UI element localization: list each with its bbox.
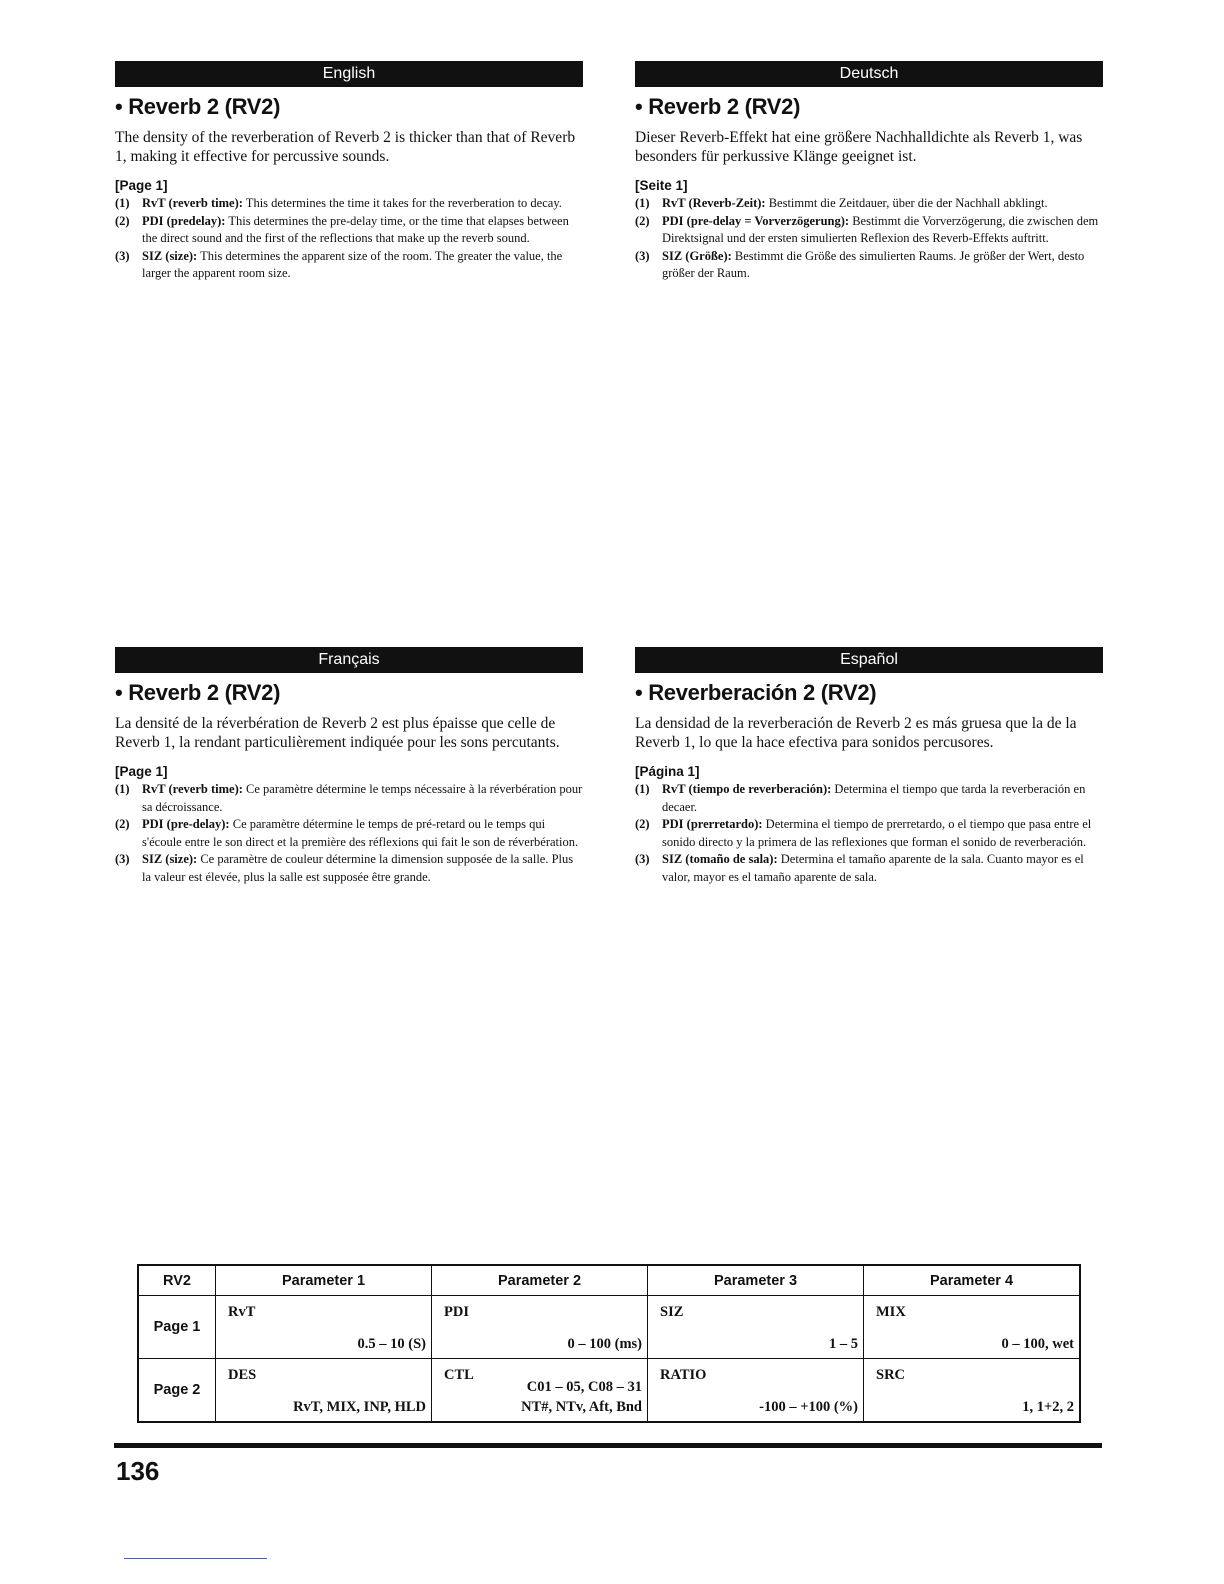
section-english (115, 61, 583, 283)
item-term: SIZ (size): (142, 248, 198, 263)
item-term: SIZ (tomaño de sala): (662, 852, 778, 866)
item-term: PDI (predelay): (142, 213, 226, 228)
table-row (138, 1296, 1080, 1359)
item-number: (3) (115, 248, 130, 263)
parameter-list (115, 781, 583, 886)
page-label: [Seite 1] (635, 178, 688, 193)
row-header: Page 1 (138, 1296, 216, 1359)
parameter-list (635, 781, 1103, 886)
column-header: Parameter 3 (648, 1265, 864, 1296)
item-text: Determina el tiempo de prerretardo, o el tiempo que pasa entre el sonido directo y la primera de las reflexiones que forman el sonido de reverberación. (662, 817, 1092, 849)
table-cell (864, 1359, 1081, 1423)
param-name: CTL (444, 1367, 474, 1383)
list-item (115, 213, 583, 248)
section-francais (115, 647, 583, 886)
param-range: 0.5 – 10 (S) (357, 1336, 426, 1352)
param-name: RvT (228, 1304, 256, 1320)
item-number: (3) (115, 852, 130, 866)
page-number: 136 (116, 1456, 160, 1486)
column-header: Parameter 2 (432, 1265, 648, 1296)
item-term: SIZ (Größe): (662, 248, 732, 263)
table-cell (216, 1359, 432, 1423)
item-number: (1) (635, 196, 650, 210)
table-row (138, 1359, 1080, 1423)
column-header: Parameter 1 (216, 1265, 432, 1296)
table-cell (432, 1359, 648, 1423)
item-number: (1) (115, 196, 130, 210)
item-text: This determines the time it takes for the reverberation to decay. (242, 196, 562, 210)
section-title: • Reverb 2 (RV2) (115, 94, 281, 119)
list-item (115, 851, 583, 886)
item-term: RvT (Reverb-Zeit): (662, 196, 766, 210)
list-item (635, 781, 1103, 816)
intro-text: Dieser Reverb-Effekt hat eine größere Nachhalldichte als Reverb 1, was besonders für perkussive Klänge geeignet ist. (635, 129, 1083, 165)
list-item (635, 213, 1103, 248)
item-text: Determina el tiempo que tarda la reverberación en decaer. (662, 782, 1086, 814)
section-deutsch (635, 61, 1103, 283)
list-item (635, 195, 1103, 213)
item-text: Ce paramètre de couleur détermine la dimension supposée de la salle. Plus la valeur est élevée, plus la salle est supposée être grande. (142, 852, 574, 884)
param-name: SRC (876, 1367, 906, 1383)
param-range: 0 – 100, wet (1001, 1336, 1074, 1352)
table-cell (216, 1296, 432, 1359)
item-number: (2) (635, 213, 650, 228)
parameter-list (635, 195, 1103, 283)
item-term: RvT (reverb time): (142, 196, 243, 210)
param-range: 1 – 5 (829, 1336, 858, 1352)
section-title: • Reverberación 2 (RV2) (635, 680, 877, 705)
table-cell (864, 1296, 1081, 1359)
item-number: (1) (115, 782, 130, 796)
param-name: SIZ (660, 1304, 684, 1320)
section-title: • Reverb 2 (RV2) (635, 94, 801, 119)
link-underline (124, 1558, 267, 1559)
item-text: Bestimmt die Zeitdauer, über die der Nachhall abklingt. (765, 196, 1048, 210)
list-item (635, 851, 1103, 886)
item-text: This determines the pre-delay time, or the time that elapses between the direct sound and the first of the reflections that make up the reverb sound. (142, 213, 569, 245)
item-number: (3) (635, 248, 650, 263)
page-label: [Page 1] (115, 764, 168, 779)
item-term: SIZ (size): (142, 852, 198, 866)
table-cell (648, 1359, 864, 1423)
param-range: -100 – +100 (%) (759, 1399, 858, 1415)
item-number: (1) (635, 782, 650, 796)
item-number: (2) (635, 817, 650, 831)
footer-rule (114, 1443, 1102, 1448)
section-title: • Reverb 2 (RV2) (115, 680, 281, 705)
column-header: Parameter 4 (864, 1265, 1081, 1296)
table-cell (648, 1296, 864, 1359)
item-text: Ce paramètre détermine le temps de pré-retard ou le temps qui s'écoule entre le son direct et la première des réflexions qui fait le son de réverbération. (142, 817, 579, 849)
param-name: RATIO (660, 1367, 707, 1383)
row-header: Page 2 (138, 1359, 216, 1423)
item-number: (2) (115, 213, 130, 228)
item-text: Bestimmt die Größe des simulierten Raums. Je größer der Wert, desto größer der Raum. (662, 248, 1085, 280)
list-item (115, 195, 583, 213)
page-label: [Page 1] (115, 178, 168, 193)
language-header: Deutsch (635, 61, 1103, 87)
item-term: PDI (pre-delay = Vorverzögerung): (662, 213, 850, 228)
item-term: RvT (reverb time): (142, 782, 243, 796)
list-item (115, 816, 583, 851)
table-cell (432, 1296, 648, 1359)
item-text: Ce paramètre détermine le temps nécessaire à la réverbération pour sa décroissance. (142, 782, 583, 814)
list-item (115, 248, 583, 283)
param-range: 1, 1+2, 2 (1022, 1399, 1074, 1415)
language-header: Español (635, 647, 1103, 673)
table-header-row (138, 1265, 1080, 1296)
param-name: DES (228, 1367, 257, 1383)
param-name: MIX (876, 1304, 906, 1320)
parameter-table (137, 1264, 1081, 1423)
list-item (115, 781, 583, 816)
table-corner: RV2 (138, 1265, 216, 1296)
param-range: RvT, MIX, INP, HLD (293, 1399, 426, 1415)
parameter-list (115, 195, 583, 283)
param-range: C01 – 05, C08 – 31 NT#, NTv, Aft, Bnd (521, 1379, 642, 1415)
language-header: Français (115, 647, 583, 673)
page-label: [Página 1] (635, 764, 700, 779)
item-number: (2) (115, 817, 130, 831)
intro-text: La densité de la réverbération de Reverb 2 est plus épaisse que celle de Reverb 1, la rendant particulièrement indiquée pour les sons percutants. (115, 715, 560, 751)
item-term: PDI (pre-delay): (142, 817, 230, 831)
item-term: PDI (prerretardo): (662, 817, 763, 831)
item-text: Determina el tamaño aparente de la sala. Cuanto mayor es el valor, mayor es el tamaño aparente de sala. (662, 852, 1084, 884)
list-item (635, 816, 1103, 851)
param-name: PDI (444, 1304, 469, 1320)
param-range: 0 – 100 (ms) (567, 1336, 642, 1352)
item-text: This determines the apparent size of the room. The greater the value, the larger the apparent room size. (142, 248, 563, 280)
language-header: English (115, 61, 583, 87)
intro-text: The density of the reverberation of Reverb 2 is thicker than that of Reverb 1, making it effective for percussive sounds. (115, 129, 576, 165)
item-number: (3) (635, 852, 650, 866)
section-espanol (635, 647, 1103, 886)
item-term: RvT (tiempo de reverberación): (662, 782, 832, 796)
list-item (635, 248, 1103, 283)
item-text: Bestimmt die Vorverzögerung, die zwischen dem Direktsignal und der ersten simulierten Reflexion des Reverb-Effekts auftritt. (662, 213, 1099, 245)
intro-text: La densidad de la reverberación de Reverb 2 es más gruesa que la de la Reverb 1, lo que la hace efectiva para sonidos percusores. (635, 715, 1077, 751)
